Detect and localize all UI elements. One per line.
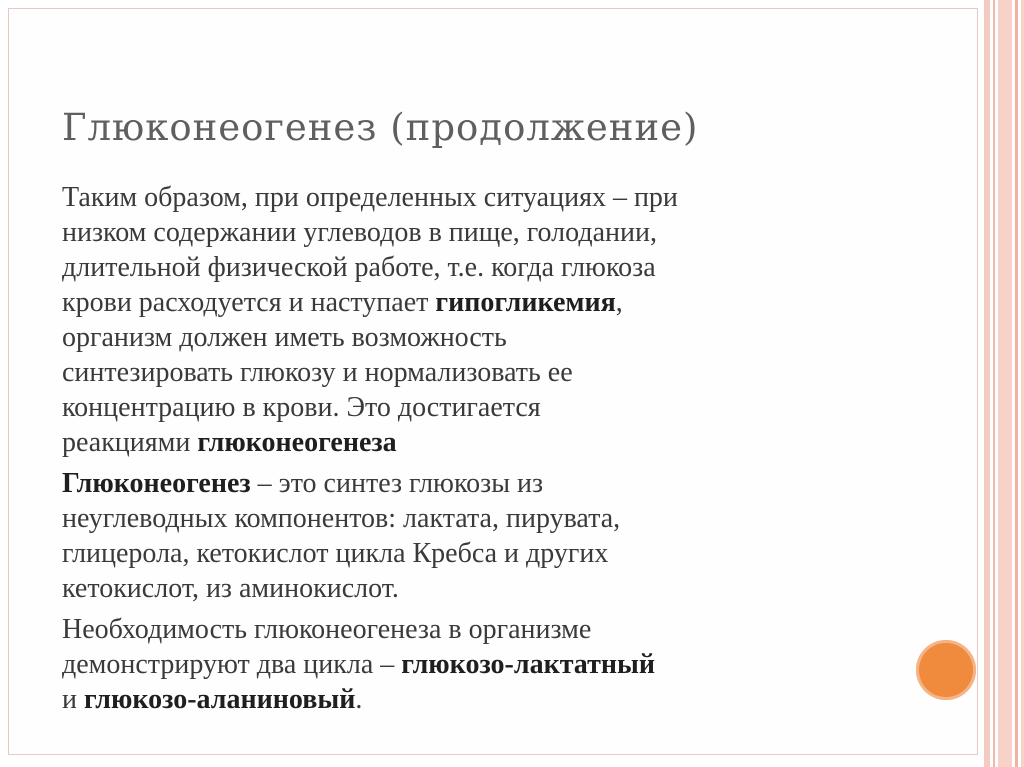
stripe (1015, 0, 1018, 767)
text-line: длительной физической работе, т.е. когда глюкоза (62, 252, 656, 283)
text-run: крови расходуется и наступает (62, 287, 436, 318)
text-line (62, 466, 912, 501)
text-line: организм должен иметь возможность (62, 322, 507, 353)
decorative-circle (916, 640, 976, 700)
term-glucose-alanine-cycle: глюкозо-аланиновый (83, 684, 356, 715)
stripe (998, 0, 1012, 767)
term-gluconeogenesis: глюконеогенеза (197, 427, 397, 458)
text-line: низком содержании углеводов в пище, голодании, (62, 217, 657, 248)
decorative-stripes (984, 0, 1024, 767)
text-run: – это синтез глюкозы из (250, 468, 544, 499)
text-line: глицерола, кетокислот цикла Кребса и других (62, 538, 609, 569)
text-run: . (355, 684, 363, 715)
term-glucose-lactate-cycle: глюкозо-лактатный (401, 649, 655, 680)
text-line: кетокислот, из аминокислот. (62, 573, 399, 604)
term-hypoglycemia: гипогликемия (435, 287, 616, 318)
text-line (62, 682, 912, 717)
slide-body (62, 180, 912, 723)
text-run: демонстрируют два цикла – (62, 649, 402, 680)
paragraph-2 (62, 466, 912, 606)
text-line: концентрацию в крови. Это достигается (62, 392, 541, 423)
stripe (993, 0, 995, 767)
paragraph-3 (62, 612, 912, 717)
text-line (62, 425, 912, 460)
stripe (984, 0, 990, 767)
term-gluconeogenesis-definition: Глюконеогенез (62, 468, 251, 499)
text-line: синтезировать глюкозу и нормализовать ее (62, 357, 573, 388)
slide-title: Глюконеогенез (продолжение) (62, 106, 699, 149)
text-line (62, 285, 912, 320)
text-line: неуглеводных компонентов: лактата, пирувата, (62, 503, 621, 534)
text-line: Таким образом, при определенных ситуациях – при (62, 182, 678, 213)
paragraph-1 (62, 180, 912, 460)
text-run: , (615, 287, 623, 318)
text-line (62, 647, 912, 682)
text-run: реакциями (62, 427, 198, 458)
text-line: Необходимость глюконеогенеза в организме (62, 614, 592, 645)
text-run: и (62, 684, 84, 715)
